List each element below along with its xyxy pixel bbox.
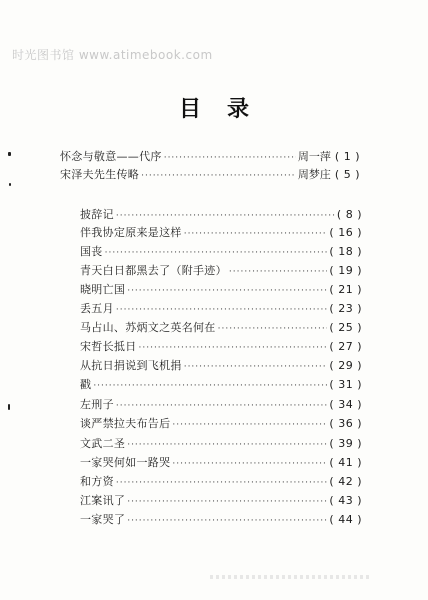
dot-leader xyxy=(116,476,328,490)
dot-leader xyxy=(127,495,327,509)
dot-leader xyxy=(172,457,327,471)
toc-entry-title: 左刑子 xyxy=(80,398,114,411)
dot-leader xyxy=(116,209,335,223)
dot-leader xyxy=(141,169,296,183)
toc-entry-page: ( 43 ) xyxy=(329,494,362,508)
scan-mark xyxy=(8,404,10,410)
toc-entry-title: 伴我协定原来是这样 xyxy=(80,226,182,239)
dot-leader xyxy=(218,322,328,336)
toc-entry-page: ( 21 ) xyxy=(329,283,362,297)
toc-entry-page: ( 8 ) xyxy=(337,208,362,222)
toc-entry-page: ( 18 ) xyxy=(329,245,362,259)
toc-entry-page: ( 29 ) xyxy=(329,359,362,373)
toc-entry-author: 周梦庄 xyxy=(297,168,331,181)
toc-entry-page: ( 5 ) xyxy=(335,168,360,182)
toc-entry[interactable] xyxy=(80,359,362,374)
toc-entry-page: ( 25 ) xyxy=(329,321,362,335)
toc-entry[interactable] xyxy=(80,456,362,471)
dot-leader xyxy=(127,284,327,298)
toc-entry[interactable] xyxy=(80,340,362,355)
toc-entry-title: 披辞记 xyxy=(80,208,114,221)
toc-entry[interactable] xyxy=(80,208,362,223)
toc-entry-page: ( 23 ) xyxy=(329,302,362,316)
toc-entry-title: 青天白日都黑去了（附手迹） xyxy=(80,264,227,277)
toc-entry-page: ( 27 ) xyxy=(329,340,362,354)
toc-entry-page: ( 16 ) xyxy=(329,226,362,240)
dot-leader xyxy=(93,379,327,393)
toc-entry[interactable] xyxy=(80,417,362,432)
dot-leader xyxy=(139,341,328,355)
toc-entry[interactable] xyxy=(80,283,362,298)
toc-entry-page: ( 44 ) xyxy=(329,513,362,527)
scan-mark xyxy=(9,183,11,186)
toc-entry[interactable] xyxy=(80,245,362,260)
toc-entry-title: 宋泽夫先生传略 xyxy=(60,168,140,181)
toc-entry-title: 戳 xyxy=(80,378,92,391)
toc-entry[interactable] xyxy=(80,513,362,528)
toc-entry-title: 晓明亡国 xyxy=(80,283,126,296)
dot-leader xyxy=(116,303,328,317)
dot-leader xyxy=(164,151,296,165)
toc-entry-title: 江案讯了 xyxy=(80,494,126,507)
toc-entry-page: ( 31 ) xyxy=(329,378,362,392)
toc-entry[interactable] xyxy=(80,378,362,393)
toc-entry[interactable] xyxy=(60,150,360,165)
scan-noise xyxy=(210,575,370,579)
dot-leader xyxy=(105,246,328,260)
toc-entry-title: 宋哲长抵日 xyxy=(80,340,137,353)
dot-leader xyxy=(184,227,328,241)
toc-entry-title: 国丧 xyxy=(80,245,103,258)
toc-entry-page: ( 39 ) xyxy=(329,437,362,451)
dot-leader xyxy=(127,514,327,528)
toc-entry-title: 谈严禁拉夫布告后 xyxy=(80,417,171,430)
dot-leader xyxy=(172,418,327,432)
toc-entry-page: ( 19 ) xyxy=(329,264,362,278)
toc-entry-title: 一家哭何如一路哭 xyxy=(80,456,171,469)
toc-entry-title: 丢五月 xyxy=(80,302,114,315)
toc-entry[interactable] xyxy=(80,475,362,490)
toc-entry[interactable] xyxy=(80,226,362,241)
toc-entry-page: ( 1 ) xyxy=(335,150,360,164)
dot-leader xyxy=(229,265,328,279)
toc-entry[interactable] xyxy=(60,168,360,183)
watermark: 时光图书馆 www.atimebook.com xyxy=(12,48,213,62)
toc-entry-page: ( 41 ) xyxy=(329,456,362,470)
toc-entry-page: ( 42 ) xyxy=(329,475,362,489)
scan-mark xyxy=(8,152,11,156)
toc-entry[interactable] xyxy=(80,321,362,336)
toc-entry-title: 马占山、苏炳文之英名何在 xyxy=(80,321,216,334)
toc-entry[interactable] xyxy=(80,437,362,452)
dot-leader xyxy=(184,360,328,374)
toc-entry[interactable] xyxy=(80,494,362,509)
toc-entry-title: 怀念与敬意——代序 xyxy=(60,150,162,163)
toc-entry[interactable] xyxy=(80,398,362,413)
toc-entry[interactable] xyxy=(80,302,362,317)
dot-leader xyxy=(116,399,328,413)
toc-entry-title: 文武二圣 xyxy=(80,437,126,450)
page-title: 目录 xyxy=(178,97,275,122)
toc-entry-title: 一家哭了 xyxy=(80,513,126,526)
toc-entry[interactable] xyxy=(80,264,362,279)
toc-entry-page: ( 34 ) xyxy=(329,398,362,412)
toc-entry-page: ( 36 ) xyxy=(329,417,362,431)
toc-entry-title: 和方资 xyxy=(80,475,114,488)
toc-entry-author: 周一萍 xyxy=(297,150,331,163)
toc-entry-title: 从抗日捐说到飞机捐 xyxy=(80,359,182,372)
dot-leader xyxy=(127,438,327,452)
